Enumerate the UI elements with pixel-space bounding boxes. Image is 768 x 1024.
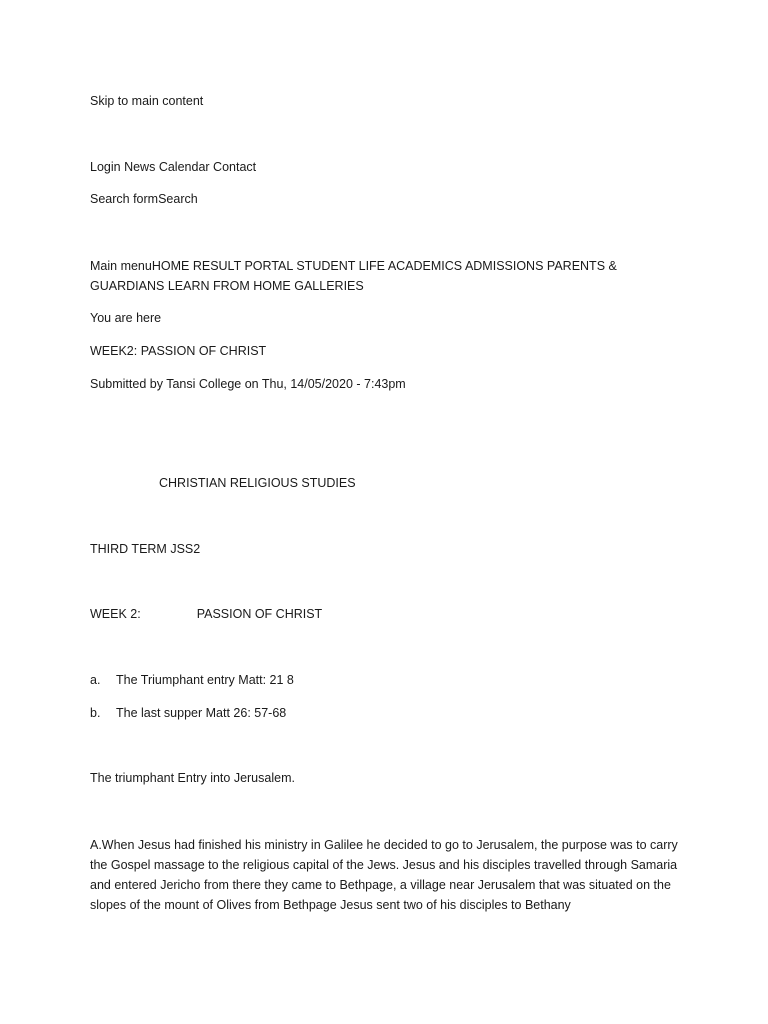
main-menu-label: Main menu [90,259,152,273]
section-heading: The triumphant Entry into Jerusalem. [90,771,295,785]
menu-item-result-portal[interactable]: RESULT PORTAL [192,259,293,273]
skip-to-main-content-link[interactable]: Skip to main content [90,94,204,108]
search-form [90,189,198,209]
page-title: WEEK2: PASSION OF CHRIST [90,344,267,358]
main-menu [90,256,690,296]
menu-item-galleries[interactable]: GALLERIES [294,279,364,293]
menu-item-home[interactable]: HOME [151,259,190,273]
week-topic: PASSION OF CHRIST [196,607,323,621]
nav-login-link[interactable]: Login [90,160,121,174]
list-item [90,703,286,723]
menu-item-admissions[interactable]: ADMISSIONS [464,259,544,273]
subject-heading: CHRISTIAN RELIGIOUS STUDIES [159,476,356,490]
list-item-text: The last supper Matt 26: 57-68 [116,706,287,720]
menu-item-academics[interactable]: ACADEMICS [387,259,463,273]
week-label: WEEK 2: [90,607,141,621]
menu-item-student-life[interactable]: STUDENT LIFE [296,259,386,273]
nav-contact-link[interactable]: Contact [213,160,257,174]
list-item-text: The Triumphant entry Matt: 21 8 [116,673,294,687]
nav-news-link[interactable]: News [124,160,156,174]
nav-calendar-link[interactable]: Calendar [158,160,210,174]
submitted-info: Submitted by Tansi College on Thu, 14/05/2020 - 7:43pm [90,377,406,391]
search-button[interactable]: Search [158,192,198,206]
top-nav [90,157,256,177]
breadcrumb: You are here [90,311,162,325]
menu-item-learn-from-home[interactable]: LEARN FROM HOME [167,279,291,293]
menu-item-parents-guardians[interactable]: PARENTS & GUARDIANS [90,259,617,293]
list-marker: b. [90,706,101,720]
skip-link-line [90,91,203,111]
term-heading: THIRD TERM JSS2 [90,542,201,556]
search-form-label: Search form [90,192,159,206]
list-marker: a. [90,673,101,687]
week-heading [90,604,322,624]
list-item [90,670,294,690]
body-paragraph: A.When Jesus had finished his ministry in Galilee he decided to go to Jerusalem, the purpose was to carry the Gospel massage to the religious capital of the Jews. Jesus and his disciples travelled through Samaria and entered Jericho from there they came to Bethpage, a village near Jerusalem that was situated on the slopes of the mount of Olives from Bethpage Jesus sent two of his disciples to Bethany [90,838,678,912]
